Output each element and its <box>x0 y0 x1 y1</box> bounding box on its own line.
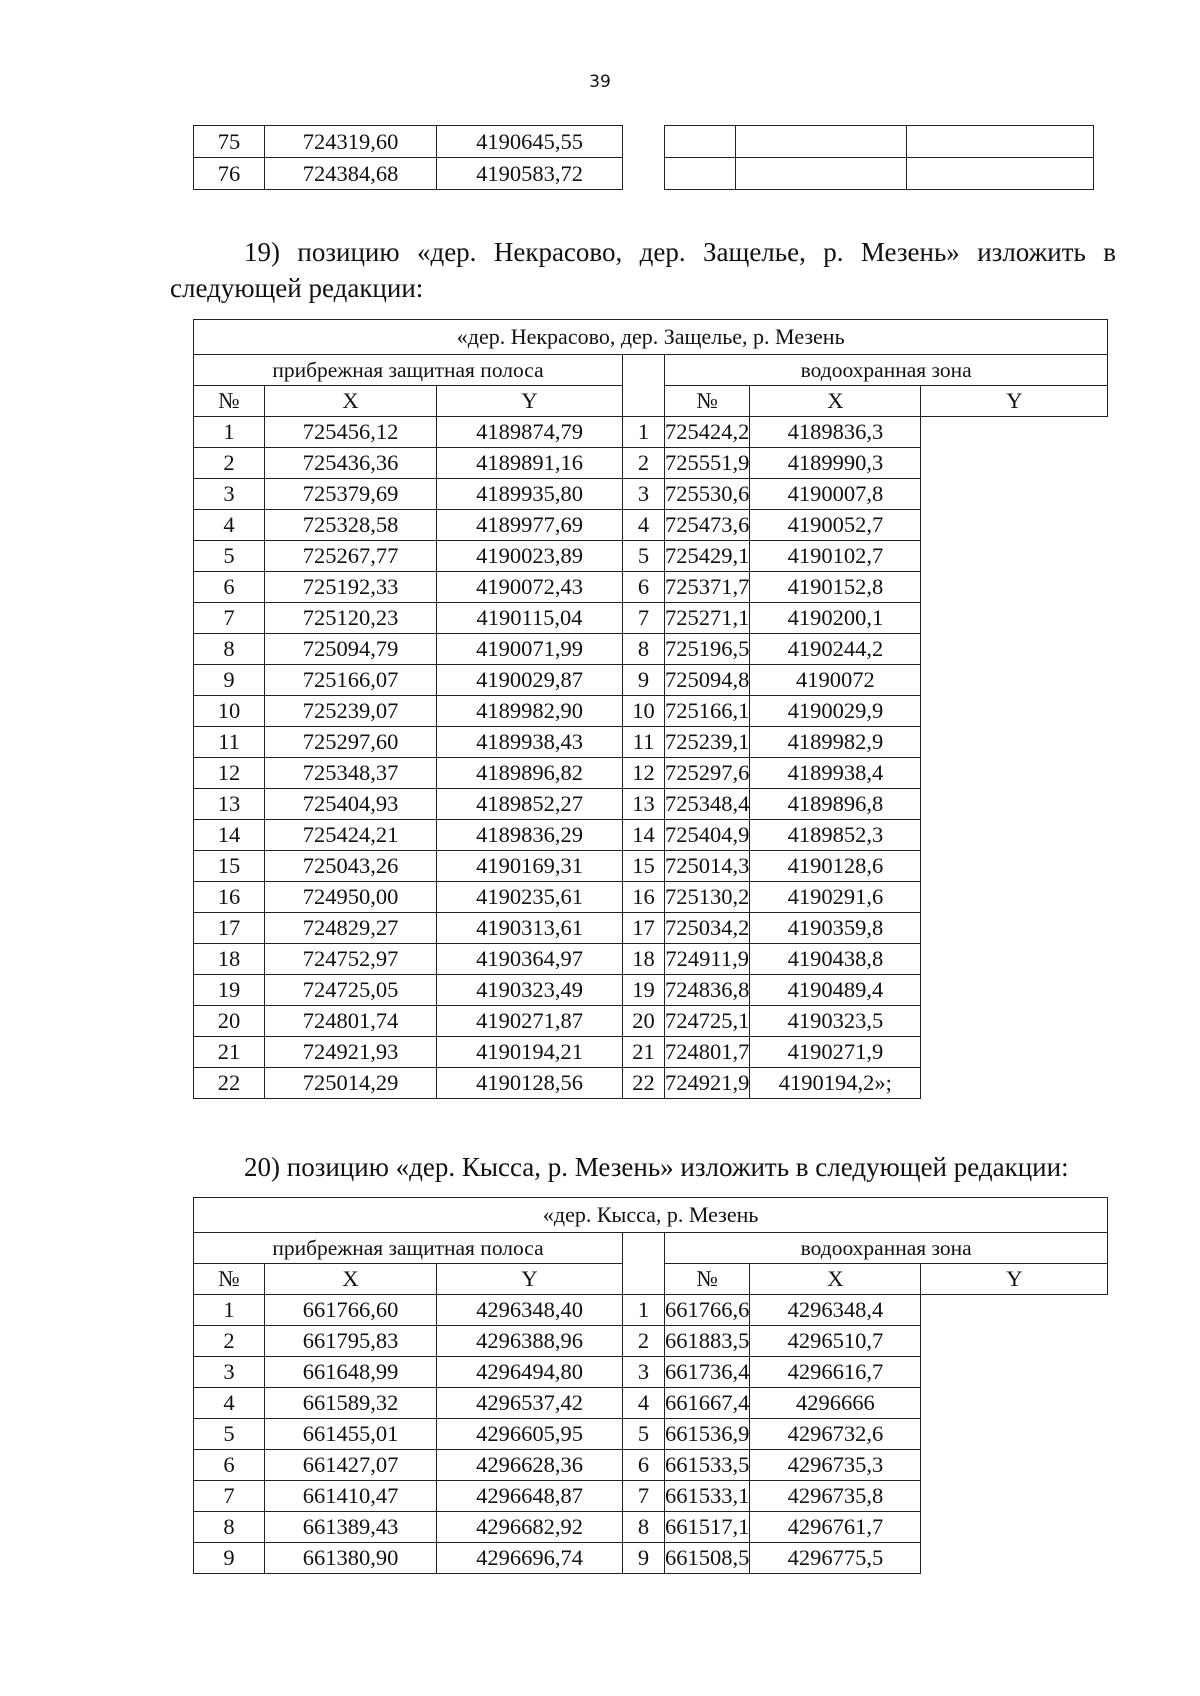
coastal-x: 725436,36 <box>265 448 437 479</box>
column-header-x: X <box>750 386 921 417</box>
point-number: 11 <box>194 727 265 758</box>
coastal-x: 724829,27 <box>265 913 437 944</box>
coastal-x: 724752,97 <box>265 944 437 975</box>
item-20-text: 20) позицию «дер. Кысса, р. Мезень» изложить в следующей редакции: <box>244 1152 1069 1182</box>
point-number: 8 <box>194 1512 265 1543</box>
coastal-x: 724921,93 <box>265 1037 437 1068</box>
point-number: 7 <box>194 603 265 634</box>
coastal-y: 4190271,87 <box>437 1006 623 1037</box>
coastal-x: 725239,07 <box>265 696 437 727</box>
coastal-y: 4190128,56 <box>437 1068 623 1099</box>
coastal-y: 4190029,87 <box>437 665 623 696</box>
zone-x: 725094,8 <box>665 665 750 696</box>
nekrasovo-coordinates-table <box>193 319 1108 1099</box>
point-number: 20 <box>194 1006 265 1037</box>
coastal-x: 725267,77 <box>265 541 437 572</box>
coastal-y: 4189852,27 <box>437 789 623 820</box>
item-20-paragraph <box>170 1149 1116 1185</box>
zone-point-number: 2 <box>623 1326 665 1357</box>
zone-point-number: 15 <box>623 851 665 882</box>
zone-x: 725196,5 <box>665 634 750 665</box>
zone-x: 725348,4 <box>665 789 750 820</box>
coordinate-row <box>194 727 1108 758</box>
zone-x: 725530,6 <box>665 479 750 510</box>
water-zone-header: водоохранная зона <box>665 355 1108 386</box>
zone-point-number: 21 <box>623 1037 665 1068</box>
column-header-y: Y <box>437 386 623 417</box>
continuation-coordinates-table <box>193 125 1094 190</box>
coastal-y: 4296605,95 <box>437 1419 623 1450</box>
coastal-x: 661648,99 <box>265 1357 437 1388</box>
zone-point-number: 5 <box>623 1419 665 1450</box>
zone-point-number: 8 <box>623 1512 665 1543</box>
coastal-x: 725094,79 <box>265 634 437 665</box>
coastal-x: 661389,43 <box>265 1512 437 1543</box>
zone-x: 725034,2 <box>665 913 750 944</box>
zone-x: 725166,1 <box>665 696 750 727</box>
coastal-x: 725404,93 <box>265 789 437 820</box>
point-number: 1 <box>194 417 265 448</box>
zone-y: 4190489,4 <box>750 975 921 1006</box>
zone-y <box>907 158 1094 190</box>
kyssa-coordinates-table <box>193 1197 1108 1574</box>
coastal-y: 4190071,99 <box>437 634 623 665</box>
coastal-x: 725297,60 <box>265 727 437 758</box>
zone-point-number: 17 <box>623 913 665 944</box>
coastal-y: 4190364,97 <box>437 944 623 975</box>
zone-y: 4296775,5 <box>750 1543 921 1574</box>
point-number: 13 <box>194 789 265 820</box>
zone-point-number: 6 <box>623 1450 665 1481</box>
point-number: 16 <box>194 882 265 913</box>
zone-y: 4190291,6 <box>750 882 921 913</box>
coordinate-row <box>194 665 1108 696</box>
coastal-y: 4296628,36 <box>437 1450 623 1481</box>
point-number: 6 <box>194 1450 265 1481</box>
zone-y: 4296761,7 <box>750 1512 921 1543</box>
zone-x <box>736 158 907 190</box>
zone-y: 4296735,8 <box>750 1481 921 1512</box>
item-19-paragraph <box>170 234 1116 306</box>
column-header-x: X <box>265 386 437 417</box>
zone-x: 661736,4 <box>665 1357 750 1388</box>
zone-point-number <box>665 158 736 190</box>
zone-y: 4190271,9 <box>750 1037 921 1068</box>
zone-x: 725473,6 <box>665 510 750 541</box>
coordinate-row <box>194 882 1108 913</box>
table-title: «дер. Некрасово, дер. Защелье, р. Мезень <box>194 320 1108 355</box>
zone-point-number: 10 <box>623 696 665 727</box>
zone-point-number: 13 <box>623 789 665 820</box>
coordinate-row <box>194 603 1108 634</box>
coastal-y: 4190323,49 <box>437 975 623 1006</box>
point-number: 18 <box>194 944 265 975</box>
coastal-x: 725120,23 <box>265 603 437 634</box>
column-header-number: № <box>194 1264 265 1295</box>
point-number: 2 <box>194 1326 265 1357</box>
zone-point-number: 9 <box>623 665 665 696</box>
point-number: 5 <box>194 541 265 572</box>
zone-y: 4189896,8 <box>750 789 921 820</box>
coastal-x: 724319,60 <box>265 126 437 158</box>
coordinate-row <box>194 1419 1108 1450</box>
zone-y: 4189852,3 <box>750 820 921 851</box>
coastal-y: 4189836,29 <box>437 820 623 851</box>
zone-point-number: 12 <box>623 758 665 789</box>
zone-y: 4190029,9 <box>750 696 921 727</box>
column-header-x: X <box>265 1264 437 1295</box>
column-header-y: Y <box>921 386 1108 417</box>
point-number: 22 <box>194 1068 265 1099</box>
coordinate-row <box>194 510 1108 541</box>
point-number: 6 <box>194 572 265 603</box>
point-number: 75 <box>194 126 265 158</box>
coordinate-row <box>194 448 1108 479</box>
zone-x: 724801,7 <box>665 1037 750 1068</box>
coastal-y: 4190023,89 <box>437 541 623 572</box>
zone-x: 724911,9 <box>665 944 750 975</box>
coordinate-row <box>194 1543 1108 1574</box>
coastal-x: 725348,37 <box>265 758 437 789</box>
coastal-y: 4190235,61 <box>437 882 623 913</box>
point-number: 10 <box>194 696 265 727</box>
zone-point-number: 6 <box>623 572 665 603</box>
coastal-y: 4296348,40 <box>437 1295 623 1326</box>
zone-point-number: 19 <box>623 975 665 1006</box>
coordinate-row <box>194 1357 1108 1388</box>
point-number: 14 <box>194 820 265 851</box>
coordinate-row <box>194 1481 1108 1512</box>
zone-y: 4190323,5 <box>750 1006 921 1037</box>
coastal-y: 4296648,87 <box>437 1481 623 1512</box>
zone-point-number: 14 <box>623 820 665 851</box>
point-number: 4 <box>194 1388 265 1419</box>
point-number: 15 <box>194 851 265 882</box>
column-gap <box>623 1233 665 1295</box>
point-number: 7 <box>194 1481 265 1512</box>
zone-x: 725429,1 <box>665 541 750 572</box>
point-number: 5 <box>194 1419 265 1450</box>
coordinate-row <box>194 479 1108 510</box>
coordinate-row <box>194 820 1108 851</box>
zone-point-number: 1 <box>623 417 665 448</box>
zone-point-number: 1 <box>623 1295 665 1326</box>
zone-x: 661533,1 <box>665 1481 750 1512</box>
point-number: 1 <box>194 1295 265 1326</box>
column-gap <box>623 158 665 190</box>
zone-x: 725130,2 <box>665 882 750 913</box>
coastal-x: 661427,07 <box>265 1450 437 1481</box>
coastal-x: 725192,33 <box>265 572 437 603</box>
coastal-x: 661455,01 <box>265 1419 437 1450</box>
column-header-y: Y <box>921 1264 1108 1295</box>
coastal-y: 4189874,79 <box>437 417 623 448</box>
point-number: 9 <box>194 665 265 696</box>
zone-y: 4189990,3 <box>750 448 921 479</box>
zone-point-number: 18 <box>623 944 665 975</box>
zone-y: 4296510,7 <box>750 1326 921 1357</box>
point-number: 8 <box>194 634 265 665</box>
coastal-y: 4189938,43 <box>437 727 623 758</box>
coordinate-row <box>194 789 1108 820</box>
coastal-y: 4296696,74 <box>437 1543 623 1574</box>
zone-y: 4190052,7 <box>750 510 921 541</box>
coastal-y: 4189977,69 <box>437 510 623 541</box>
coordinate-row <box>194 851 1108 882</box>
coastal-y: 4189891,16 <box>437 448 623 479</box>
coastal-x: 724384,68 <box>265 158 437 190</box>
zone-point-number: 3 <box>623 479 665 510</box>
zone-point-number: 8 <box>623 634 665 665</box>
zone-y: 4296616,7 <box>750 1357 921 1388</box>
coastal-y: 4296682,92 <box>437 1512 623 1543</box>
coordinate-row <box>194 913 1108 944</box>
coordinate-row <box>194 1006 1108 1037</box>
item-19-text: 19) позицию «дер. Некрасово, дер. Защелье, р. Мезень» изложить в следующей редакции: <box>170 237 1116 303</box>
coastal-y: 4189982,90 <box>437 696 623 727</box>
coastal-x: 725328,58 <box>265 510 437 541</box>
zone-x: 725239,1 <box>665 727 750 758</box>
coastal-y: 4190115,04 <box>437 603 623 634</box>
zone-x: 725371,7 <box>665 572 750 603</box>
zone-y: 4296348,4 <box>750 1295 921 1326</box>
column-header-number: № <box>665 1264 750 1295</box>
zone-y: 4190438,8 <box>750 944 921 975</box>
zone-point-number: 5 <box>623 541 665 572</box>
coordinate-row <box>194 944 1108 975</box>
coordinate-row <box>194 126 1094 158</box>
zone-x: 725551,9 <box>665 448 750 479</box>
coastal-x: 725424,21 <box>265 820 437 851</box>
coordinate-row <box>194 1450 1108 1481</box>
zone-y: 4190200,1 <box>750 603 921 634</box>
coastal-x: 724950,00 <box>265 882 437 913</box>
zone-x: 661766,6 <box>665 1295 750 1326</box>
zone-point-number: 4 <box>623 1388 665 1419</box>
zone-point-number: 2 <box>623 448 665 479</box>
zone-point-number: 3 <box>623 1357 665 1388</box>
zone-point-number: 20 <box>623 1006 665 1037</box>
point-number: 3 <box>194 1357 265 1388</box>
zone-y: 4296732,6 <box>750 1419 921 1450</box>
coordinate-row <box>194 1388 1108 1419</box>
coastal-y: 4190072,43 <box>437 572 623 603</box>
coastal-x: 661795,83 <box>265 1326 437 1357</box>
coastal-y: 4296537,42 <box>437 1388 623 1419</box>
coastal-x: 661410,47 <box>265 1481 437 1512</box>
zone-x: 661508,5 <box>665 1543 750 1574</box>
column-header-number: № <box>665 386 750 417</box>
column-header-y: Y <box>437 1264 623 1295</box>
coastal-x: 725014,29 <box>265 1068 437 1099</box>
zone-x: 661536,9 <box>665 1419 750 1450</box>
zone-y: 4190102,7 <box>750 541 921 572</box>
coordinate-row <box>194 1326 1108 1357</box>
coastal-strip-header: прибрежная защитная полоса <box>194 355 623 386</box>
coordinate-row <box>194 634 1108 665</box>
coordinate-row <box>194 541 1108 572</box>
zone-y: 4189938,4 <box>750 758 921 789</box>
zone-x: 661517,1 <box>665 1512 750 1543</box>
water-zone-header: водоохранная зона <box>665 1233 1108 1264</box>
coastal-strip-header: прибрежная защитная полоса <box>194 1233 623 1264</box>
zone-y: 4190072 <box>750 665 921 696</box>
coastal-x: 661589,32 <box>265 1388 437 1419</box>
zone-x: 661667,4 <box>665 1388 750 1419</box>
zone-x: 661883,5 <box>665 1326 750 1357</box>
coordinate-row <box>194 758 1108 789</box>
zone-x <box>736 126 907 158</box>
zone-y: 4189982,9 <box>750 727 921 758</box>
point-number: 76 <box>194 158 265 190</box>
coordinate-row <box>194 1295 1108 1326</box>
zone-x: 725424,2 <box>665 417 750 448</box>
coordinate-row <box>194 572 1108 603</box>
coordinate-row <box>194 417 1108 448</box>
point-number: 12 <box>194 758 265 789</box>
zone-y: 4190359,8 <box>750 913 921 944</box>
zone-point-number: 11 <box>623 727 665 758</box>
page-number: 39 <box>589 72 611 92</box>
point-number: 4 <box>194 510 265 541</box>
zone-x: 724725,1 <box>665 1006 750 1037</box>
column-gap <box>623 126 665 158</box>
zone-point-number <box>665 126 736 158</box>
coastal-x: 725379,69 <box>265 479 437 510</box>
zone-x: 725404,9 <box>665 820 750 851</box>
coordinate-row <box>194 158 1094 190</box>
point-number: 9 <box>194 1543 265 1574</box>
coastal-y: 4296388,96 <box>437 1326 623 1357</box>
coastal-x: 725043,26 <box>265 851 437 882</box>
zone-y: 4190152,8 <box>750 572 921 603</box>
coordinate-row <box>194 1037 1108 1068</box>
coastal-x: 725456,12 <box>265 417 437 448</box>
column-gap <box>623 355 665 417</box>
point-number: 3 <box>194 479 265 510</box>
zone-point-number: 9 <box>623 1543 665 1574</box>
zone-point-number: 22 <box>623 1068 665 1099</box>
zone-point-number: 7 <box>623 603 665 634</box>
zone-x: 724836,8 <box>665 975 750 1006</box>
point-number: 19 <box>194 975 265 1006</box>
coordinate-row <box>194 1512 1108 1543</box>
zone-x: 724921,9 <box>665 1068 750 1099</box>
point-number: 2 <box>194 448 265 479</box>
zone-point-number: 7 <box>623 1481 665 1512</box>
zone-y: 4189836,3 <box>750 417 921 448</box>
coastal-y: 4190583,72 <box>437 158 623 190</box>
coastal-y: 4189896,82 <box>437 758 623 789</box>
coastal-y: 4190169,31 <box>437 851 623 882</box>
zone-y: 4190244,2 <box>750 634 921 665</box>
coastal-x: 724725,05 <box>265 975 437 1006</box>
zone-point-number: 4 <box>623 510 665 541</box>
zone-y: 4190007,8 <box>750 479 921 510</box>
zone-point-number: 16 <box>623 882 665 913</box>
zone-y: 4296666 <box>750 1388 921 1419</box>
point-number: 17 <box>194 913 265 944</box>
coordinate-row <box>194 975 1108 1006</box>
zone-y: 4190128,6 <box>750 851 921 882</box>
coastal-y: 4296494,80 <box>437 1357 623 1388</box>
zone-y: 4296735,3 <box>750 1450 921 1481</box>
zone-y: 4190194,2»; <box>750 1068 921 1099</box>
coordinate-row <box>194 1068 1108 1099</box>
coastal-y: 4190645,55 <box>437 126 623 158</box>
coastal-x: 661766,60 <box>265 1295 437 1326</box>
table-title: «дер. Кысса, р. Мезень <box>194 1198 1108 1233</box>
zone-x: 725014,3 <box>665 851 750 882</box>
coastal-y: 4190194,21 <box>437 1037 623 1068</box>
zone-x: 661533,5 <box>665 1450 750 1481</box>
coastal-y: 4190313,61 <box>437 913 623 944</box>
zone-x: 725271,1 <box>665 603 750 634</box>
coastal-y: 4189935,80 <box>437 479 623 510</box>
column-header-number: № <box>194 386 265 417</box>
column-header-x: X <box>750 1264 921 1295</box>
zone-y <box>907 126 1094 158</box>
coastal-x: 724801,74 <box>265 1006 437 1037</box>
coordinate-row <box>194 696 1108 727</box>
zone-x: 725297,6 <box>665 758 750 789</box>
coastal-x: 661380,90 <box>265 1543 437 1574</box>
point-number: 21 <box>194 1037 265 1068</box>
coastal-x: 725166,07 <box>265 665 437 696</box>
